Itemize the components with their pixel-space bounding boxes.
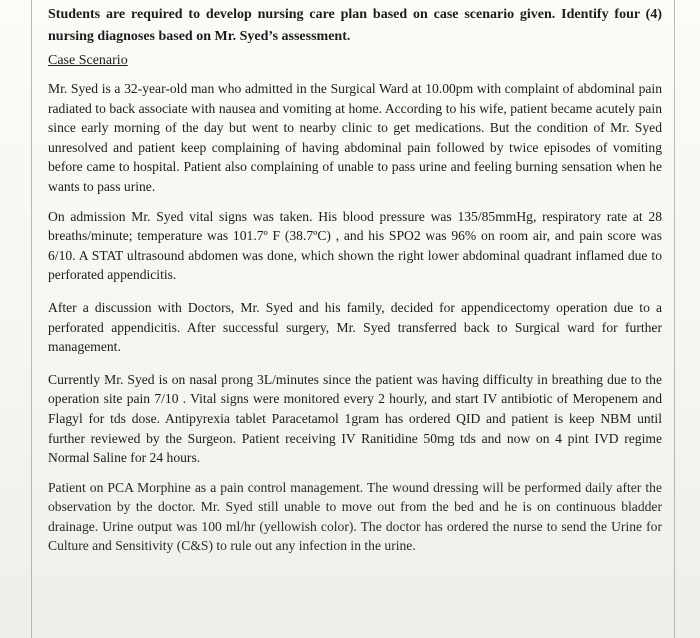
left-margin-line [31,0,32,638]
document-content [48,4,662,556]
paragraph-current-treatment: Currently Mr. Syed is on nasal prong 3L/minutes since the patient was having difficulty in breathing due to the operation site pain 7/10 . Vital signs were monitored every 2 hourly, and start IV antibiotic of Meropenem and Flagyl for tds dose. Antipyrexia tablet Paracetamol 1gram has ordered QID and patient is keep NBM until further reviewed by the Surgeon. Patient receiving IV Ranitidine 50mg tds and now on 4 pint IVD regime Normal Saline for 24 hours. [48,371,662,466]
right-margin-line [674,0,675,638]
paragraph-pain-management: Patient on PCA Morphine as a pain control management. The wound dressing will be performed daily after the observation by the doctor. Mr. Syed still unable to move out from the bed and he is on continuous bladder drainage. Urine output was 100 ml/hr (yellowish color). The doctor has ordered the nurse to send the Urine for Culture and Sensitivity (C&S) to rule out any infection in the urine. [48,479,662,554]
paragraph-surgery: After a discussion with Doctors, Mr. Syed and his family, decided for appendicectomy operation due to a perforated appendicitis. After successful surgery, Mr. Syed transferred back to Surgical ward for further management. [48,299,662,355]
paragraph-presenting-complaint: Mr. Syed is a 32-year-old man who admitted in the Surgical Ward at 10.00pm with complaint of abdominal pain radiated to back associate with nausea and vomiting at home. According to his wife, patient became acutely pain since early morning of the day but went to nearby clinic to get medications. But the condition of Mr. Syed unresolved and patient keep complaining of having abdominal pain followed by twice episodes of vomiting before came to hospital. Patient also complaining of unable to pass urine and feeling burning sensation when he wants to pass urine. [48,81,662,194]
paragraph-admission-vitals: On admission Mr. Syed vital signs was taken. His blood pressure was 135/85mmHg, respiratory rate at 28 breaths/minute; temperature was 101.7º F (38.7ºC) , and his SPO2 was 96% on room air, and pain score was 6/10. A STAT ultrasound abdomen was done, which shown the right lower abdominal quadrant inflamed due to perforated appendicitis. [48,208,662,283]
assignment-instructions: Students are required to develop nursing care plan based on case scenario given. Identify four (4) nursing diagnoses based on Mr. Syed’s assessment. [48,7,662,44]
case-scenario-title: Case Scenario [48,53,128,68]
